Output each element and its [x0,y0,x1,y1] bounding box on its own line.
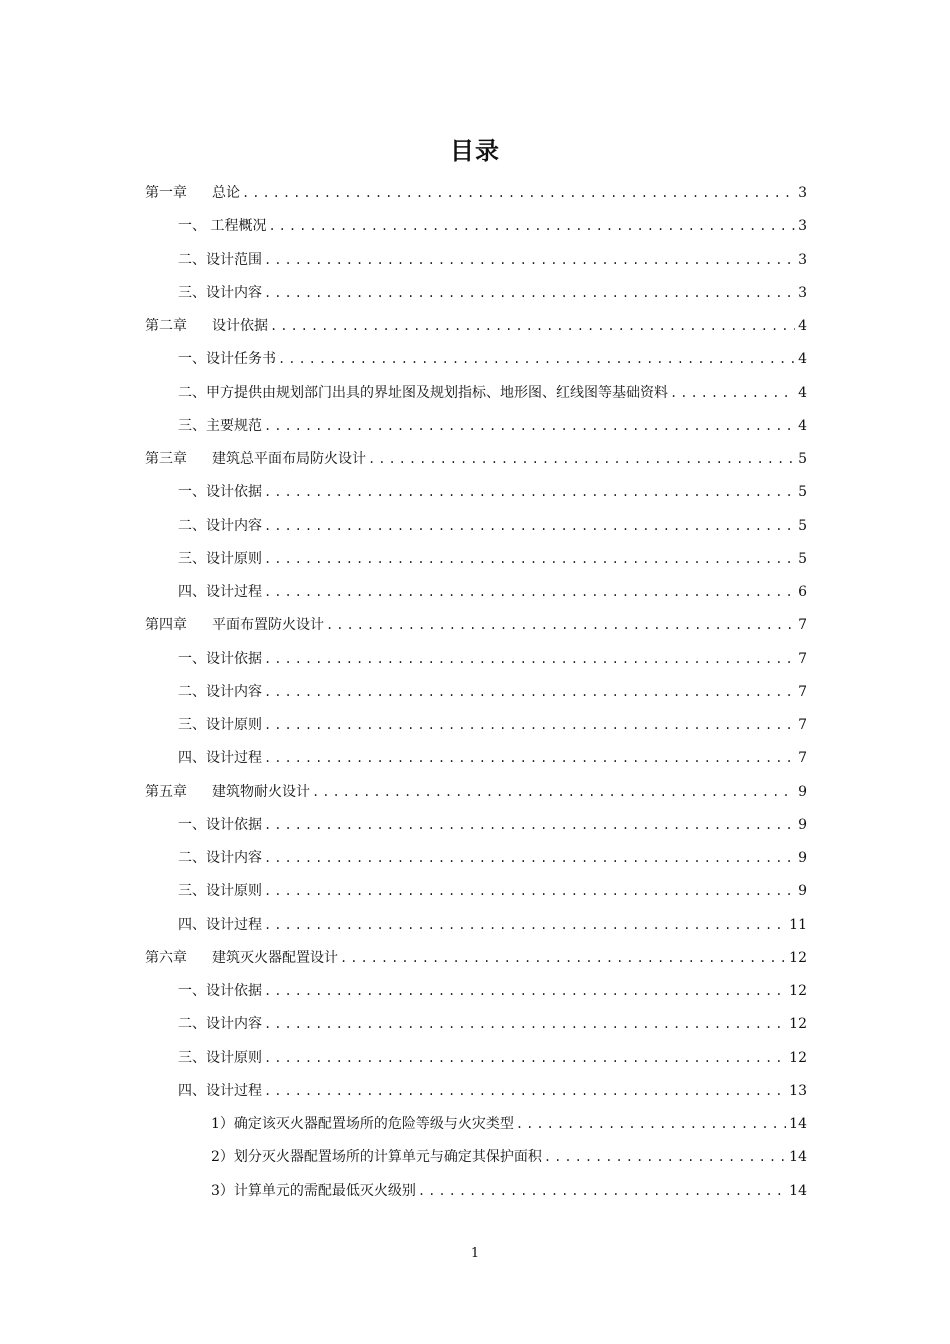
toc-section-entry[interactable] [178,482,807,502]
toc-entry-page-number: 9 [798,883,807,900]
toc-entry-title: 甲方提供由规划部门出具的界址图及规划指标、地形图、红线图等基础资料 [206,384,668,401]
toc-entry-number: 第三章 [145,451,187,467]
toc-entry-title: 设计范围 [206,251,262,268]
toc-entry-page-number: 12 [789,983,807,999]
toc-subsection-entry[interactable] [211,1147,807,1167]
toc-section-entry[interactable] [178,881,807,901]
toc-chapter-entry[interactable] [145,449,807,469]
toc-entry-title: 设计原则 [206,1049,262,1066]
toc-entry-page-number: 7 [798,617,807,634]
toc-entry-number: 二、 [178,517,206,534]
toc-subsection-entry[interactable] [211,1181,807,1201]
toc-entry-title: 设计内容 [206,850,262,866]
toc-entry-page-number: 9 [798,783,807,800]
toc-entry-number: 三、 [178,284,206,301]
toc-dot-leader [312,782,795,802]
toc-section-entry[interactable] [178,216,807,236]
toc-entry-page-number: 3 [798,218,807,235]
toc-chapter-entry[interactable] [145,948,807,968]
toc-entry-number: 一、 [178,983,206,999]
toc-dot-leader [268,216,795,236]
toc-entry-number: 二、 [178,251,206,268]
toc-section-entry[interactable] [178,582,807,602]
toc-dot-leader [544,1147,786,1167]
toc-section-entry[interactable] [178,649,807,669]
toc-entry-page-number: 14 [789,1116,807,1132]
toc-entry-page-number: 14 [789,1182,807,1199]
toc-entry-page-number: 14 [789,1149,807,1166]
toc-entry-page-number: 5 [798,550,807,567]
toc-entry-number: 3） [211,1182,234,1199]
toc-dot-leader [278,349,795,369]
toc-dot-leader [326,615,795,635]
toc-entry-title: 总论 [212,185,240,201]
toc-entry-title: 设计依据 [206,983,262,999]
toc-entry-title: 设计依据 [206,650,262,667]
toc-entry-number: 一、 [178,218,206,235]
toc-entry-number: 三、 [178,550,206,567]
toc-dot-leader [264,416,795,436]
toc-entry-page-number: 3 [798,284,807,301]
toc-entry-number: 第五章 [145,783,187,800]
toc-entry-page-number: 7 [798,717,807,733]
toc-entry-title: 设计依据 [212,318,268,334]
toc-dot-leader [264,748,795,768]
toc-dot-leader [418,1181,786,1201]
toc-entry-page-number: 9 [798,816,807,833]
toc-chapter-entry[interactable] [145,782,807,802]
toc-entry-page-number: 5 [798,484,807,501]
toc-dot-leader [264,516,795,536]
toc-section-entry[interactable] [178,549,807,569]
toc-dot-leader [264,915,786,935]
toc-chapter-entry[interactable] [145,316,807,336]
toc-chapter-entry[interactable] [145,183,807,203]
toc-entry-title: 主要规范 [206,417,262,434]
page-title: 目录 [450,137,500,165]
toc-entry-number: 三、 [178,883,206,900]
toc-entry-number: 一、 [178,650,206,667]
page-number: 1 [470,1246,480,1261]
toc-dot-leader [264,649,795,669]
toc-entry-page-number: 3 [798,185,807,201]
toc-entry-page-number: 13 [789,1082,807,1099]
toc-entry-number: 第六章 [145,949,187,966]
toc-dot-leader [264,482,795,502]
toc-dot-leader [340,948,786,968]
toc-entry-title: 确定该灭火器配置场所的危险等级与火灾类型 [233,1116,514,1132]
toc-entry-page-number: 7 [798,650,807,667]
toc-entry-page-number: 7 [798,750,807,767]
toc-dot-leader [516,1114,786,1134]
toc-entry-page-number: 4 [798,384,807,401]
toc-dot-leader [264,1048,786,1068]
toc-entry-number: 四、 [178,1082,206,1099]
toc-entry-number: 四、 [178,584,206,600]
toc-entry-number: 一、 [178,484,206,501]
toc-entry-page-number: 7 [798,683,807,700]
toc-section-entry[interactable] [178,1081,807,1101]
toc-subsection-entry[interactable] [211,1114,807,1134]
toc-section-entry[interactable] [178,349,807,369]
toc-entry-title: 建筑总平面布局防火设计 [212,451,366,467]
toc-entry-page-number: 4 [798,351,807,368]
toc-entry-title: 设计过程 [206,584,262,600]
toc-section-entry[interactable] [178,1048,807,1068]
toc-entry-number: 1） [211,1116,234,1132]
toc-entry-title: 设计依据 [206,816,262,833]
toc-section-entry[interactable] [178,516,807,536]
toc-entry-title: 平面布置防火设计 [212,617,324,634]
toc-entry-page-number: 9 [798,850,807,866]
toc-entry-page-number: 5 [798,451,807,467]
toc-entry-title: 设计依据 [206,484,262,501]
toc-dot-leader [264,250,795,270]
toc-section-entry[interactable] [178,848,807,868]
toc-entry-title: 建筑灭火器配置设计 [212,949,338,966]
toc-dot-leader [670,383,795,403]
toc-entry-title: 工程概况 [206,218,267,235]
toc-section-entry[interactable] [178,815,807,835]
toc-entry-number: 2） [211,1149,234,1166]
toc-entry-title: 设计过程 [206,1082,262,1099]
toc-entry-number: 第一章 [145,185,187,201]
toc-dot-leader [368,449,795,469]
toc-dot-leader [270,316,795,336]
toc-dot-leader [264,715,795,735]
toc-dot-leader [264,981,786,1001]
toc-dot-leader [264,848,795,868]
toc-dot-leader [264,1081,786,1101]
toc-entry-title: 设计任务书 [206,351,276,368]
toc-dot-leader [264,1014,786,1034]
toc-entry-page-number: 11 [789,916,807,933]
toc-entry-title: 设计原则 [206,550,262,567]
toc-dot-leader [242,183,795,203]
toc-section-entry[interactable] [178,1014,807,1034]
toc-dot-leader [264,881,795,901]
toc-entry-number: 三、 [178,717,206,733]
toc-dot-leader [264,283,795,303]
toc-entry-number: 一、 [178,351,206,368]
toc-entry-number: 一、 [178,816,206,833]
toc-entry-title: 建筑物耐火设计 [212,783,310,800]
toc-section-entry[interactable] [178,715,807,735]
toc-entry-title: 设计过程 [206,750,262,767]
toc-entry-page-number: 3 [798,251,807,268]
toc-section-entry[interactable] [178,383,807,403]
toc-entry-number: 三、 [178,417,206,434]
toc-section-entry[interactable] [178,283,807,303]
toc-entry-title: 设计原则 [206,717,262,733]
toc-entry-number: 第二章 [145,318,187,334]
toc-entry-page-number: 6 [798,584,807,600]
toc-entry-page-number: 4 [798,417,807,434]
toc-entry-title: 设计内容 [206,284,262,301]
toc-entry-number: 二、 [178,1016,206,1033]
toc-entry-number: 二、 [178,384,206,401]
toc-entry-title: 设计过程 [206,916,262,933]
toc-entry-title: 划分灭火器配置场所的计算单元与确定其保护面积 [233,1149,542,1166]
toc-section-entry[interactable] [178,915,807,935]
toc-entry-title: 设计内容 [206,683,262,700]
toc-entry-number: 三、 [178,1049,206,1066]
toc-entry-page-number: 4 [798,318,807,334]
toc-entry-title: 设计内容 [206,517,262,534]
toc-entry-title: 设计内容 [206,1016,262,1033]
toc-entry-page-number: 12 [789,1016,807,1033]
toc-entry-number: 四、 [178,916,206,933]
toc-dot-leader [264,549,795,569]
toc-section-entry[interactable] [178,250,807,270]
toc-entry-page-number: 12 [789,1049,807,1066]
toc-entry-number: 四、 [178,750,206,767]
toc-entry-title: 计算单元的需配最低灭火级别 [233,1182,416,1199]
toc-section-entry[interactable] [178,748,807,768]
toc-section-entry[interactable] [178,981,807,1001]
toc-entry-page-number: 12 [789,949,807,966]
toc-section-entry[interactable] [178,416,807,436]
toc-entry-number: 二、 [178,683,206,700]
toc-entry-title: 设计原则 [206,883,262,900]
toc-dot-leader [264,815,795,835]
toc-chapter-entry[interactable] [145,615,807,635]
toc-dot-leader [264,682,795,702]
toc-section-entry[interactable] [178,682,807,702]
toc-entry-number: 二、 [178,850,206,866]
toc-entry-number: 第四章 [145,617,187,634]
toc-entry-page-number: 5 [798,517,807,534]
toc-dot-leader [264,582,795,602]
